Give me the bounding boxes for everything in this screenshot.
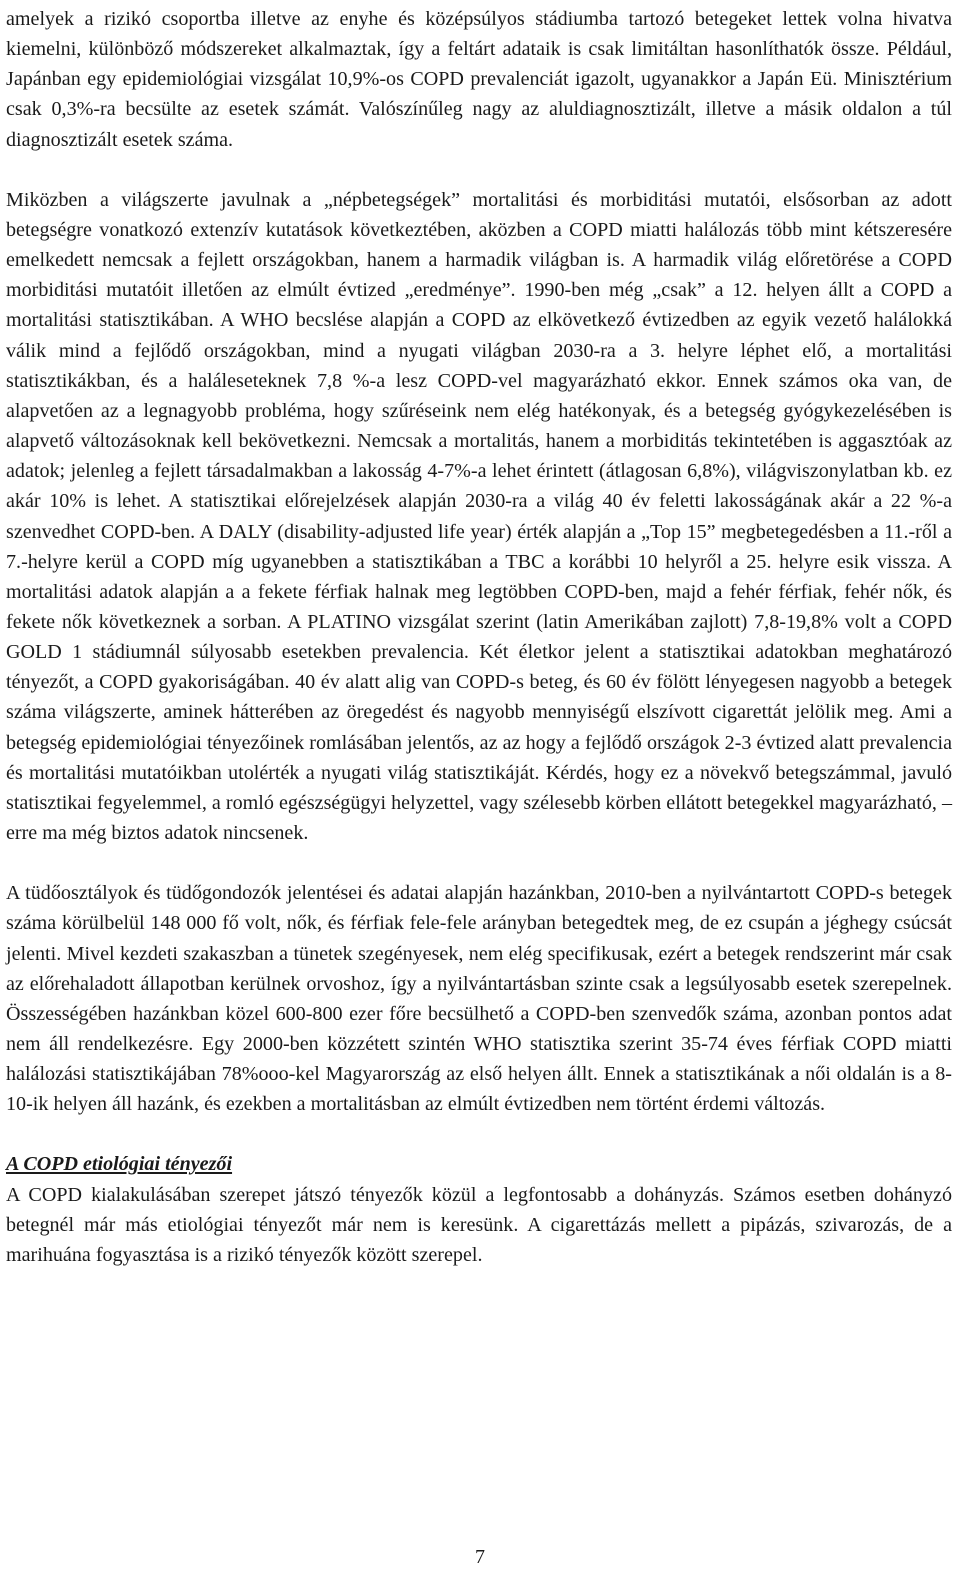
document-page [6,4,952,1270]
paragraph-intro: amelyek a rizikó csoportba illetve az enyhe és középsúlyos stádiumba tartozó betegeket lettek volna hivatva kiemelni, különböző módszereket alkalmaztak, így a feltárt adataik is csak limitáltan hasonlíthatók össze. Például, Japánban egy epidemiológiai vizsgálat 10,9%-os COPD prevalenciát igazolt, ugyanakkor a Japán Eü. Minisztérium csak 0,3%-ra becsülte az esetek számát. Valószínűleg nagy az aluldiagnosztizált, illetve a másik oldalon a túl diagnosztizált esetek száma. [6,8,952,151]
page-number: 7 [475,1546,485,1568]
paragraph-etiology: A COPD kialakulásában szerepet játszó tényezők közül a legfontosabb a dohányzás. Számos esetben dohányzó betegnél már más etiológiai tényezőt már nem is keresünk. A cigarettázás mellett a pipázás, szivarozás, de a marihuána fogyasztása is a rizikó tényezők között szerepel. [6,1183,952,1266]
section-heading: A COPD etiológiai tényezői [6,1153,233,1176]
paragraph-hungary: A tüdőosztályok és tüdőgondozók jelentései és adatai alapján hazánkban, 2010-ben a nyilvántartott COPD-s betegek száma körülbelül 148 000 fő volt, nők, és férfiak fele-fele arányban betegedtek meg, de ez csupán a jéghegy csúcsát jelenti. Mivel kezdeti szakaszban a tünetek szegényesek, nem elég specifikusak, ezért a betegek rendszerint már csak az előrehaladott állapotban kerülnek orvoshoz, így a nyilvántartásban szinte csak a legsúlyosabb esetek szerepelnek. Összességében hazánkban közel 600-800 ezer főre becsülhető a COPD-ben szenvedők száma, azonban pontos adat nem áll rendelkezésre. Egy 2000-ben közzétett szintén WHO statisztika szerint 35-74 éves férfiak COPD miatti halálozási statisztikájában 78%ooo-kel Magyarország az első helyen állt. Ennek a statisztikának a női oldalán is a 8-10-ik helyen áll hazánk, és ezekben a mortalitásban az elmúlt évtizedben nem történt érdemi változás. [6,882,952,1116]
paragraph-mortality: Miközben a világszerte javulnak a „népbetegségek” mortalitási és morbiditási mutatói, elsősorban az adott betegségre vonatkozó extenzív kutatások következtében, aközben a COPD miatti halálozás több mint kétszeresére emelkedett nemcsak a fejlett országokban, hanem a harmadik világban is. A harmadik világ előretörése a COPD morbiditási mutatóit illetően az elmúlt évtized „eredménye”. 1990-ben még „csak” a 12. helyen állt a COPD a mortalitási statisztikában. A WHO becslése alapján a COPD az elkövetkező évtizedben az egyik vezető halálokká válik mind a fejlődő országokban, mind a nyugati világban 2030-ra a 3. helyre léphet elő, a mortalitási statisztikákban, és a haláleseteknek 7,8 %-a lesz COPD-vel magyarázható ekkor. Ennek számos oka van, de alapvetően az a legnagyobb probléma, hogy szűréseink nem elég hatékonyak, és a betegség gyógykezelésében is alapvető változásoknak kell bekövetkezni. Nemcsak a mortalitás, hanem a morbiditás tekintetében is aggasztóak az adatok; jelenleg a fejlett társadalmakban a lakosság 4-7%-a lehet érintett (átlagosan 6,8%), világviszonylatban kb. ez akár 10% is lehet. A statisztikai előrejelzések alapján 2030-ra a világ 40 év feletti lakosságának akár a 22 %-a szenvedhet COPD-ben. A DALY (disability-adjusted life year) érték alapján a „Top 15” megbetegedésben a 11.-ről a 7.-helyre kerül a COPD míg ugyanebben a statisztikában a TBC a korábbi 10 helyről a 25. helyre esik vissza. A mortalitási adatok alapján a a fekete férfiak halnak meg legtöbben COPD-ben, majd a fehér férfiak, fehér nők, és fekete nők következnek a sorban. A PLATINO vizsgálat szerint (latin Amerikában zajlott) 7,8-19,8% volt a COPD GOLD 1 stádiumnál súlyosabb esetekben prevalencia. Két életkor jelent a statisztikai adatokban meghatározó tényezőt, a COPD gyakoriságában. 40 év alatt alig van COPD-s beteg, és 60 év fölött lényegesen nagyobb a betegek száma világszerte, aminek hátterében az öregedést és nagyobb mennyiségű elszívott cigarettát jelölik meg. Ami a betegség epidemiológiai tényezőinek romlásában jelentős, az az hogy a fejlődő országok 2-3 évtized alatt prevalencia és mortalitási mutatóikban utolérték a nyugati világ statisztikáját. Kérdés, hogy ez a növekvő betegszámmal, javuló statisztikai fegyelemmel, a romló egészségügyi helyzettel, vagy szélesebb körben ellátott betegekkel magyarázható, – erre ma még biztos adatok nincsenek. [6,188,952,845]
